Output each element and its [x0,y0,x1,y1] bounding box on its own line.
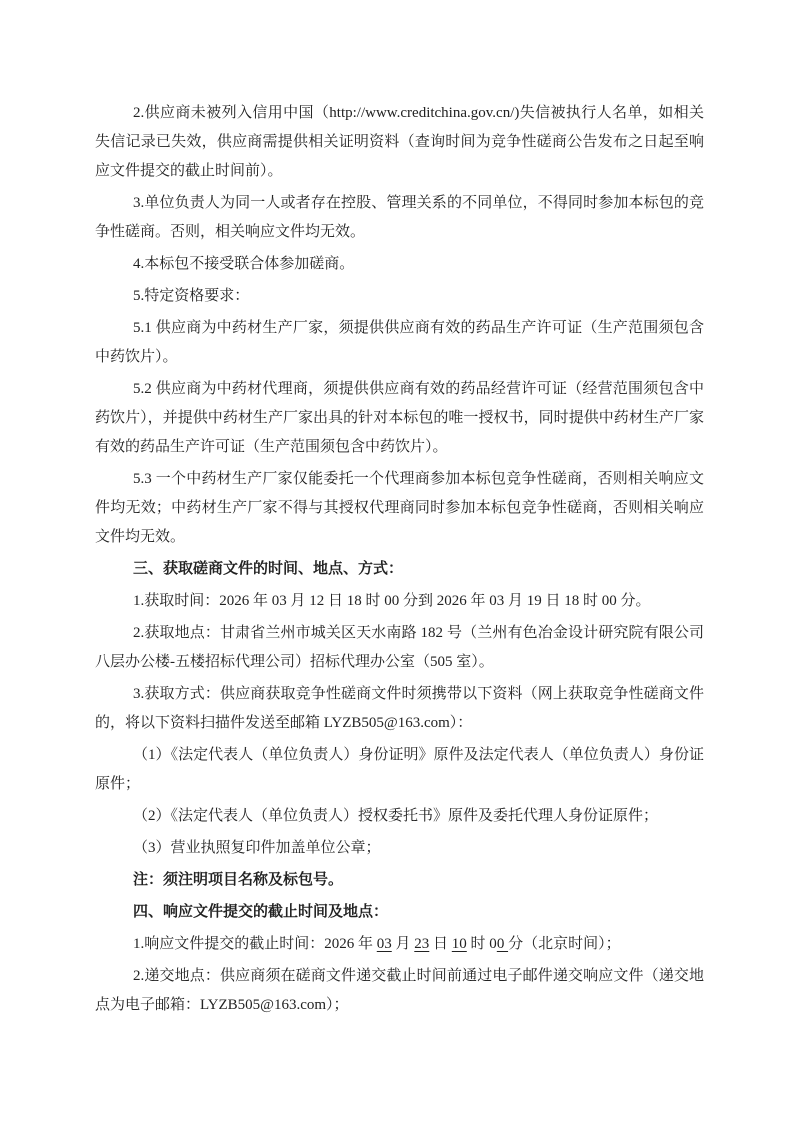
heading-section-three [95,555,704,584]
para-same-responsible-person [95,189,704,247]
para-material-1 [95,741,704,799]
para-obtain-method [95,680,704,738]
text-segment: 月 [391,936,415,952]
para-material-3 [95,834,704,863]
text-segment: 时 0 [466,936,497,952]
text-segment: 2.供应商未被列入信用中国（http://www.creditchina.gov.cn/)失信被执行人名单，如相关失信记录已失效，供应商需提供相关证明资料（查询时间为竞争性磋商公告发布之日起至响应文件提交的截止时间前）。 [95,105,704,179]
para-supplier-credit [95,99,704,186]
text-segment: 分（北京时间）； [508,936,621,952]
text-segment: 1.获取时间：2026 年 03 月 12 日 18 时 00 分到 2026 年 03 月 19 日 18 时 00 分。 [133,593,651,609]
text-segment: 4.本标包不接受联合体参加磋商。 [133,256,355,272]
para-obtain-place [95,619,704,677]
text-segment: 三、获取磋商文件的时间、地点、方式： [133,561,404,577]
text-segment: 5.2 供应商为中药材代理商，须提供供应商有效的药品经营许可证（经营范围须包含中药饮片），并提供中药材生产厂家出具的针对本标包的唯一授权书，同时提供中药材生产厂家有效的药品生产许可证（生产范围须包含中药饮片）。 [95,381,704,455]
para-qualification-5-1 [95,314,704,372]
text-segment: 注：须注明项目名称及标包号。 [133,872,344,888]
text-segment: 2.递交地点：供应商须在磋商文件递交截止时间前通过电子邮件递交响应文件（递交地点为电子邮箱：LYZB505@163.com）； [95,968,704,1013]
para-obtain-time [95,587,704,616]
document-body [95,99,704,1023]
text-segment: 日 [429,936,452,952]
para-qualification-5-2 [95,375,704,462]
underlined-text: 23 [414,936,430,952]
text-segment: 1.响应文件提交的截止时间：2026 年 [133,936,377,952]
text-segment: 2.获取地点：甘肃省兰州市城关区天水南路 182 号（兰州有色冶金设计研究院有限公司八层办公楼-五楼招标代理公司）招标代理办公室（505 室）。 [95,625,704,670]
text-segment: （1）《法定代表人（单位负责人）身份证明》原件及法定代表人（单位负责人）身份证原件； [95,747,704,792]
text-segment: （3）营业执照复印件加盖单位公章； [133,840,381,856]
para-submission-place [95,962,704,1020]
text-segment: 5.3 一个中药材生产厂家仅能委托一个代理商参加本标包竞争性磋商，否则相关响应文件均无效；中药材生产厂家不得与其授权代理商同时参加本标包竞争性磋商，否则相关响应文件均无效。 [95,471,704,545]
underlined-text: 03 [376,936,392,952]
text-segment: 3.获取方式：供应商获取竞争性磋商文件时须携带以下资料（网上获取竞争性磋商文件的，将以下资料扫描件发送至邮箱 LYZB505@163.com）： [95,686,704,731]
text-segment: 四、响应文件提交的截止时间及地点： [133,904,389,920]
text-segment: 3.单位负责人为同一人或者存在控股、管理关系的不同单位，不得同时参加本标包的竞争性磋商。否则，相关响应文件均无效。 [95,195,704,240]
para-qualification-5-3 [95,465,704,552]
para-no-consortium [95,250,704,279]
para-material-2 [95,802,704,831]
para-submission-deadline [95,930,704,959]
text-segment: 5.1 供应商为中药材生产厂家，须提供供应商有效的药品生产许可证（生产范围须包含中药饮片）。 [95,320,704,365]
underlined-text: 0 [496,936,509,952]
para-specific-qualification-title [95,282,704,311]
underlined-text: 10 [451,936,467,952]
text-segment: （2）《法定代表人（单位负责人）授权委托书》原件及委托代理人身份证原件； [133,808,659,824]
text-segment: 5.特定资格要求： [133,288,250,304]
heading-section-four [95,898,704,927]
para-note [95,866,704,895]
